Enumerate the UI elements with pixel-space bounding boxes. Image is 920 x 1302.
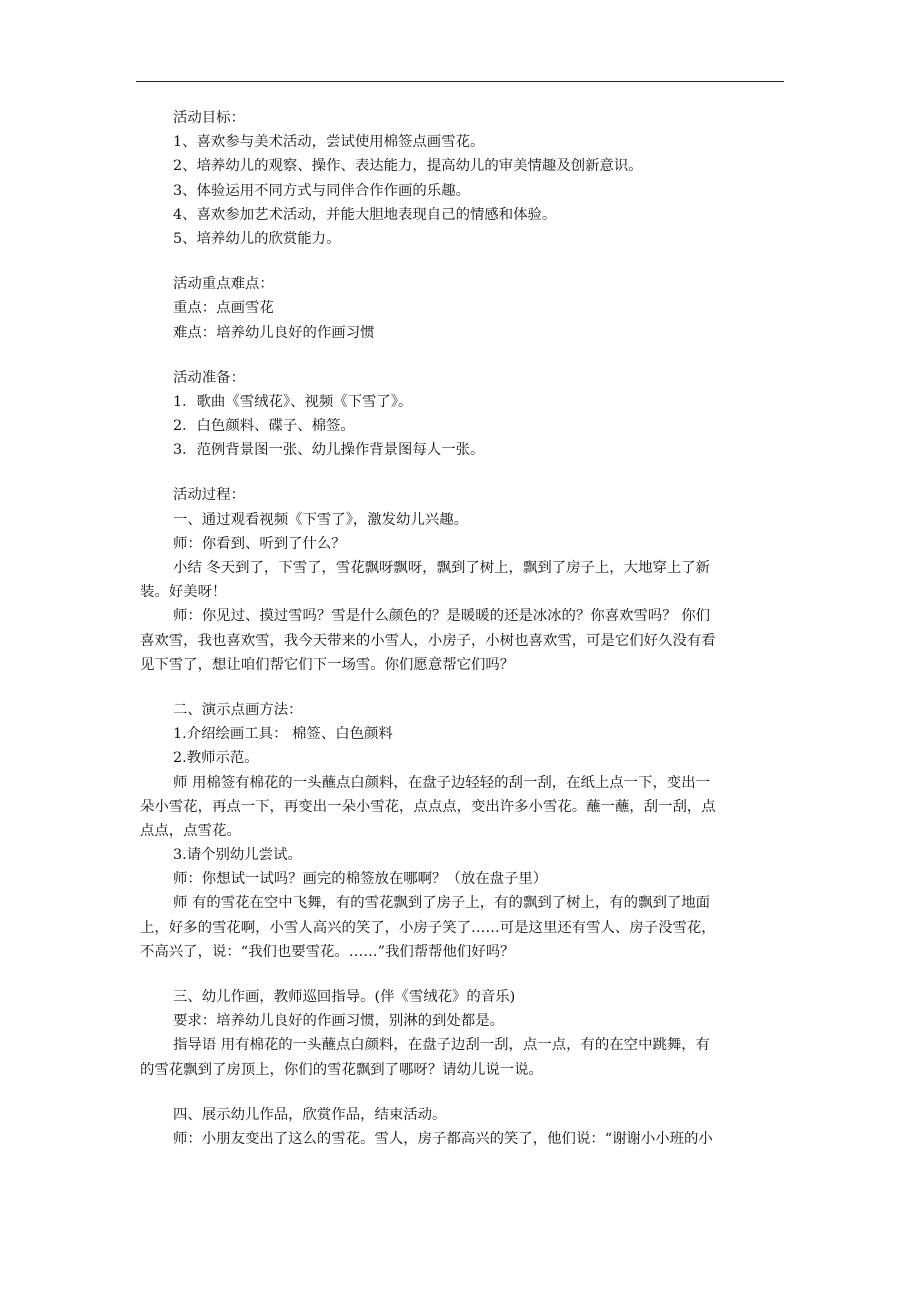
spacer [140, 462, 790, 483]
step1-summary-line: 装。好美呀！ [140, 584, 227, 601]
key-points-title: 活动重点难点： [173, 276, 274, 293]
step1-teacher-line: 见下雪了，想让咱们帮它们下一场雪。你们愿意帮它们吗？ [140, 656, 515, 673]
step1-question: 师：你看到、听到了什么？ [173, 535, 346, 552]
step2-teacher-line: 师 有的雪花在空中飞舞，有的雪花飘到了房子上，有的飘到了树上，有的飘到了地面 [173, 895, 711, 912]
preparation-title: 活动准备： [173, 369, 245, 386]
step4-teacher-line: 师：小朋友变出了这么的雪花。雪人，房子都高兴的笑了，他们说：“谢谢小小班的小 [173, 1130, 713, 1147]
document-body [140, 106, 790, 1151]
preparation-item: 2．白色颜料、碟子、棉签。 [173, 418, 355, 435]
step2-heading: 二、演示点画方法： [173, 701, 303, 718]
key-point-item: 难点：培养幼儿良好的作画习惯 [173, 324, 375, 341]
step2-teacher-line: 不高兴了，说：“我们也要雪花。……”我们帮帮他们好吗？ [140, 943, 515, 960]
step3-guide-line: 的雪花飘到了房顶上，你们的雪花飘到了哪呀？请幼儿说一说。 [140, 1061, 543, 1078]
header-rule [136, 81, 784, 82]
step1-summary-line: 小结 冬天到了，下雪了，雪花飘呀飘呀，飘到了树上，飘到了房子上，大地穿上了新 [173, 560, 711, 576]
goal-item: 5、培养幼儿的欣赏能力。 [173, 230, 341, 247]
step2-item: 1.介绍绘画工具： 棉签、白色颜料 [173, 726, 393, 743]
step1-teacher-line: 喜欢雪，我也喜欢雪，我今天带来的小雪人，小房子，小树也喜欢雪，可是它们好久没有看 [140, 632, 716, 649]
goal-item: 4、喜欢参加艺术活动，并能大胆地表现自己的情感和体验。 [173, 206, 557, 223]
step3-guide-line: 指导语 用有棉花的一头蘸点白颜料，在盘子边刮一刮，点一点，有的在空中跳舞，有 [173, 1037, 711, 1054]
goals-title: 活动目标： [173, 110, 245, 126]
process-title: 活动过程： [173, 487, 245, 504]
spacer [140, 345, 790, 366]
step1-heading: 一、通过观看视频《下雪了》，激发幼儿兴趣。 [173, 511, 469, 528]
spacer [140, 677, 790, 698]
preparation-item: 1．歌曲《雪绒花》、视频《下雪了》。 [173, 393, 413, 410]
spacer [140, 964, 790, 985]
step2-question: 师：你想试一试吗？画完的棉签放在哪啊？（放在盘子里） [173, 871, 548, 888]
step4-heading: 四、展示幼儿作品，欣赏作品，结束活动。 [173, 1106, 447, 1123]
step3-heading: 三、幼儿作画，教师巡回指导。(伴《雪绒花》的音乐) [173, 989, 516, 1005]
spacer [140, 251, 790, 272]
step1-teacher-line: 师：你见过、摸过雪吗？雪是什么颜色的？是暖暖的还是冰冰的？你喜欢雪吗？ 你们 [173, 608, 711, 625]
goal-item: 3、体验运用不同方式与同伴合作作画的乐趣。 [173, 182, 470, 199]
preparation-item: 3．范例背景图一张、幼儿操作背景图每人一张。 [173, 442, 485, 459]
goal-item: 1、喜欢参与美术活动，尝试使用棉签点画雪花。 [173, 134, 485, 151]
step3-requirement: 要求：培养幼儿良好的作画习惯，别淋的到处都是。 [173, 1013, 504, 1030]
step2-item: 2.教师示范。 [173, 750, 259, 767]
step2-demo-line: 朵小雪花，再点一下，再变出一朵小雪花，点点点，变出许多小雪花。蘸一蘸，刮一刮，点 [140, 798, 716, 815]
step2-item: 3.请个别幼儿尝试。 [173, 847, 302, 864]
goal-item: 2、培养幼儿的观察、操作、表达能力，提高幼儿的审美情趣及创新意识。 [173, 158, 643, 175]
step2-demo-line: 师 用棉签有棉花的一头蘸点白颜料，在盘子边轻轻的刮一刮，在纸上点一下，变出一 [173, 774, 711, 791]
spacer [140, 1082, 790, 1103]
key-point-item: 重点：点画雪花 [173, 300, 274, 317]
step2-demo-line: 点点，点雪花。 [140, 822, 241, 839]
step2-teacher-line: 上，好多的雪花啊，小雪人高兴的笑了，小房子笑了……可是这里还有雪人、房子没雪花， [140, 919, 716, 936]
